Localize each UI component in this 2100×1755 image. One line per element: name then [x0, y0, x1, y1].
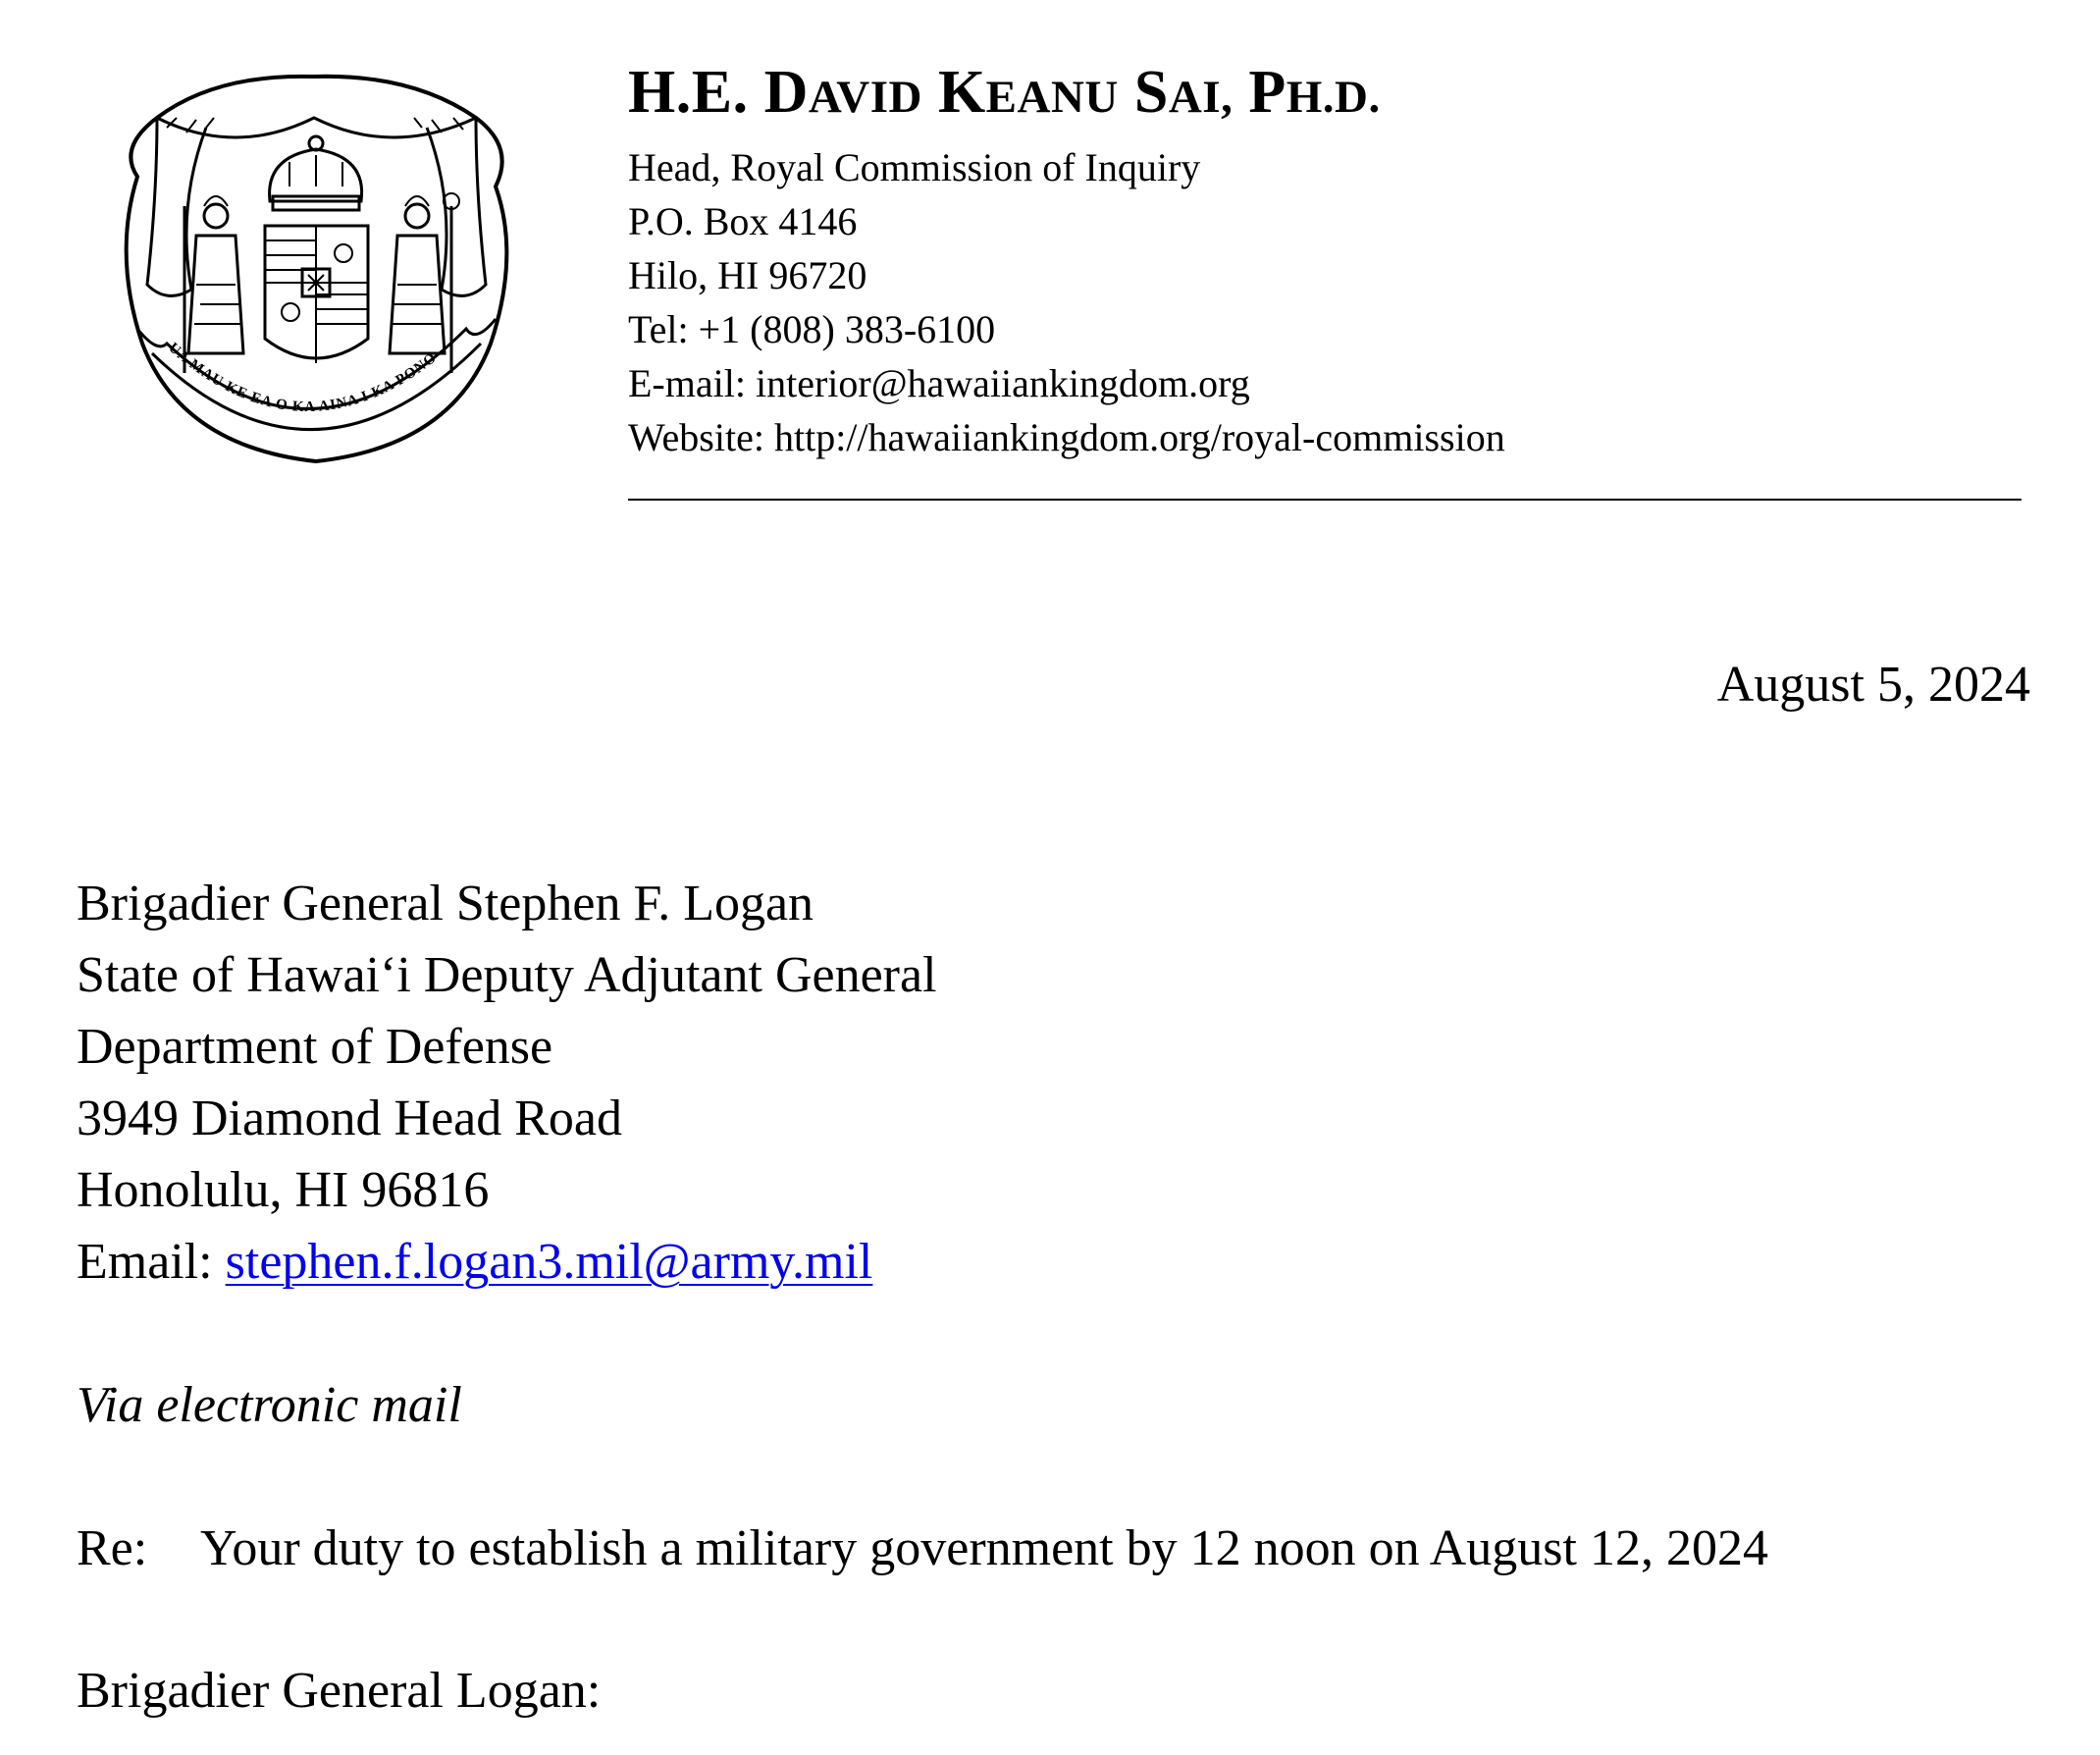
delivery-method: Via electronic mail [77, 1377, 462, 1433]
recipient-title: State of Hawai‘i Deputy Adjutant General [77, 947, 937, 1003]
recipient-email-label: Email: [77, 1234, 226, 1290]
sender-name [628, 55, 2041, 134]
sender-title: Head, Royal Commission of Inquiry [628, 145, 1201, 189]
sender-name-part: PH.D. [1248, 59, 1381, 126]
recipient-name: Brigadier General Stephen F. Logan [77, 876, 814, 931]
seal-motto: UA MAU KE EA O KA AINA I KA PONO [165, 340, 441, 416]
sender-name-part: DAVID [763, 59, 922, 126]
recipient-email-line [77, 1226, 937, 1298]
subject-label: Re: [77, 1520, 148, 1576]
salutation: Brigadier General Logan: [77, 1663, 602, 1719]
sender-email: E-mail: interior@hawaiiankingdom.org [628, 361, 1250, 405]
royal-seal-logo [98, 59, 535, 471]
recipient-city: Honolulu, HI 96816 [77, 1162, 490, 1218]
recipient-address [77, 868, 937, 1298]
subject-text: Your duty to establish a military government by 12 noon on August 12, 2024 [200, 1520, 1768, 1576]
sender-name-prefix: H.E. [628, 59, 764, 126]
letter-date: August 5, 2024 [1716, 657, 2030, 713]
recipient-department: Department of Defense [77, 1019, 553, 1075]
sender-website: Website: http://hawaiiankingdom.org/royal-commission [628, 415, 1505, 459]
recipient-street: 3949 Diamond Head Road [77, 1090, 623, 1146]
sender-name-part: SAI, [1133, 59, 1234, 126]
sender-city: Hilo, HI 96720 [628, 253, 867, 297]
recipient-email-link[interactable]: stephen.f.logan3.mil@army.mil [225, 1234, 873, 1290]
letterhead [628, 55, 2041, 464]
subject-line [77, 1519, 1768, 1578]
sender-phone: Tel: +1 (808) 383-6100 [628, 307, 996, 351]
svg-text:UA MAU KE EA O KA AINA I KA PO [165, 340, 440, 415]
sender-name-part: KEANU [937, 59, 1119, 126]
sender-po-box: P.O. Box 4146 [628, 199, 858, 243]
letterhead-divider [628, 499, 2021, 501]
